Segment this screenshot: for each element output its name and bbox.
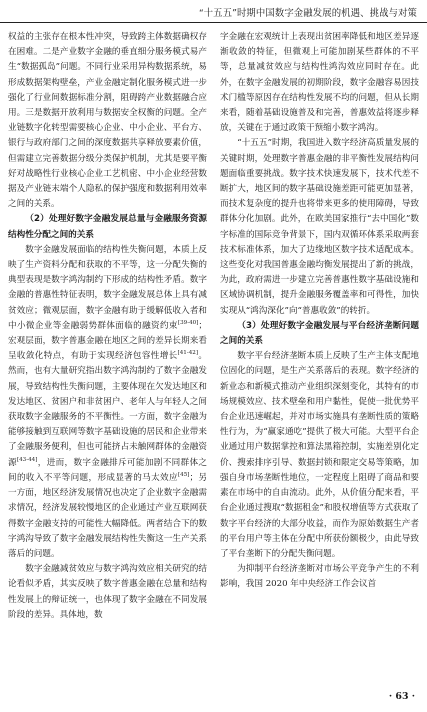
- right-column: [220, 30, 419, 685]
- text-run: 。然而，也有大量研究指出数字鸿沟制约了数字金融发展，导致结构性失衡问题，主要体现在欠发达地区和发达地区、贫困户和非贫困户、老年人与年轻人之间获取数字金融服务的不平衡性。一方面，数字金融为能够接触到互联网等数字基础设施的居民和企业带来了金融服务便利，但也可能挤占未触网群体的金融资源: [8, 351, 207, 468]
- citation-39-40: [39-40]: [177, 320, 199, 326]
- paragraph-platform-monopoly: 数字平台经济垄断本质上反映了生产主体支配地位固化的问题，是生产关系落后的表现。数字经济的新业态和新模式推动产业组织深刻变化，其特有的市场规模效应、技术壁垒和用户黏性，促使一批优势平台企业迅速崛起，并对市场实施具有垄断性质的策略性行为，为“赢家通吃”提供了极大可能。大型平台企业通过用户数据掌控和算法黑箱控制，实施差别化定价、搜索排序引导、数据封锁和限定交易等策略，加强自身市场垄断性地位，一定程度上阻碍了商品和要素在市场中的自由流动。此外，从价值分配来看，平台企业通过搜取“数据租金”和股权增值等方式获取了数字平台经济的大部分收益，而作为原始数据生产者的平台用户等主体在分配中所获份额极少，由此导致了平台垄断下的分配失衡问题。: [220, 351, 419, 559]
- running-title: “十五五”时期中国数字金融发展的机遇、挑战与对策: [198, 8, 417, 19]
- paragraph-structural-imbalance: [8, 243, 207, 562]
- paragraph-poverty-reduction-vs-divide: 数字金融减贫效应与数字鸿沟效应相关研究的结论看似矛盾，其实反映了数字普惠金融在总量和结构性发展上的辩证统一，也体现了数字金融在不同发展阶段的差异。具体地，数: [8, 564, 207, 620]
- text-run: ；宏观层面，数字普惠金融在地区之间的差异长期来看呈收敛化特点，有助于实现经济包容性增长: [8, 320, 207, 362]
- text-run: ，进而，数字金融排斥可能加剧不同群体之间的收入不平等问题，形成显著的马太效应: [8, 457, 207, 483]
- paragraph-antitrust-policy: 为抑制平台经济垄断对市场公平竞争产生的不利影响，我国 2020 年中央经济工作会议首: [220, 564, 419, 590]
- citation-45: [45]: [177, 472, 190, 479]
- text-run: ；另一方面，地区经济发展情况也决定了企业数字金融需求情况，经济发展较慢地区的企业通过产业互联网获得数字金融支持的可能性大幅降低。两者结合下的数字鸿沟导致了数字金融发展结构性失衡这一生产关系落后的问题。: [8, 472, 207, 559]
- citation-41-42: [41-42]: [177, 350, 199, 357]
- left-column: [8, 30, 207, 685]
- section-heading-structural-allocation: （2）处理好数字金融发展总量与金融服务资源结构性分配之间的关系: [8, 214, 207, 240]
- citation-43-44: [43-44]: [16, 456, 38, 463]
- text-run: 数字金融发展面临的结构性失衡问题，本质上反映了生产资料分配和获取的不平等，这一分配失衡的典型表现是数字鸿沟制约下形成的结构性矛盾。数字金融的普惠性特征表明，数字金融发展总体上具有减贫效应；微观层面，数字金融有助于缓解低收入者和中小微企业等金融弱势群体面临的融资约束: [8, 244, 207, 331]
- paragraph-data-rights: 权益的主张存在根本性冲突，导致跨主体数据确权存在困难。二是产业数字金融的垂直细分服务模式易产生“数据孤岛”问题。不同行业采用异构数据系统，易形成数据架构壁垒，产业金融定制化服务模式进一步强化了行业间数据标准分割，阻碍跨产业数据融合应用。三是数据开放利用与数据安全权衡的问题。全产业链数字化转型需要核心企业、中小企业、平台方、银行与政府部门之间的深度数据共享释放要素价值，但需建立完善数据分级分类保护机制，尤其是要平衡好对战略性行业核心企业工艺机密、中小企业经营数据及产业链末端个人隐私的保护强度和数据利用效率之间的关系。: [8, 32, 207, 210]
- paragraph-15th-five-year-plan: “十五五”时期，我国进入数字经济高质量发展的关键时期，处理数字普惠金融的非平衡性发展结构问题面临重要挑战。数字技术快速发展下，技术代差不断扩大，地区间的数字基础设施差距可能更加显著，而技术复杂度的提升也将带来更多的使用障碍，导致群体分化加剧。此外，在欧美国家推行“去中国化”数字标准的国际竞争背景下，国内双循环体系采取两套技术标准体系，加大了边缘地区数字技术适配成本。这些变化对我国普惠金融均衡发展提出了新的挑战，为此，政府需进一步建立完善普惠性数字基础设施和区域协调机制，提升金融服务覆盖率和可得性，加快实现从“鸿沟深化”向“普惠收敛”的转折。: [220, 138, 419, 316]
- page-number: · 63 ·: [388, 691, 415, 702]
- section-heading-platform-monopoly: （3）处理好数字金融发展与平台经济垄断问题之间的关系: [220, 320, 419, 347]
- paragraph-continuation: 字金融在宏观统计上表现出贫困率降低和地区差异逐渐收敛的特征，但微观上可能加剧某些群体的不平等，总量减贫效应与结构性鸿沟效应同时存在。此外，在数字金融发展的初期阶段，数字金融容易因技术门槛等原因存在结构性发展不均的问题，但从长期来看，随着基础设施普及和完善，普惠效益将逐步释放，关键在于通过政策干预缩小数字鸿沟。: [220, 32, 419, 134]
- running-header: [0, 0, 427, 23]
